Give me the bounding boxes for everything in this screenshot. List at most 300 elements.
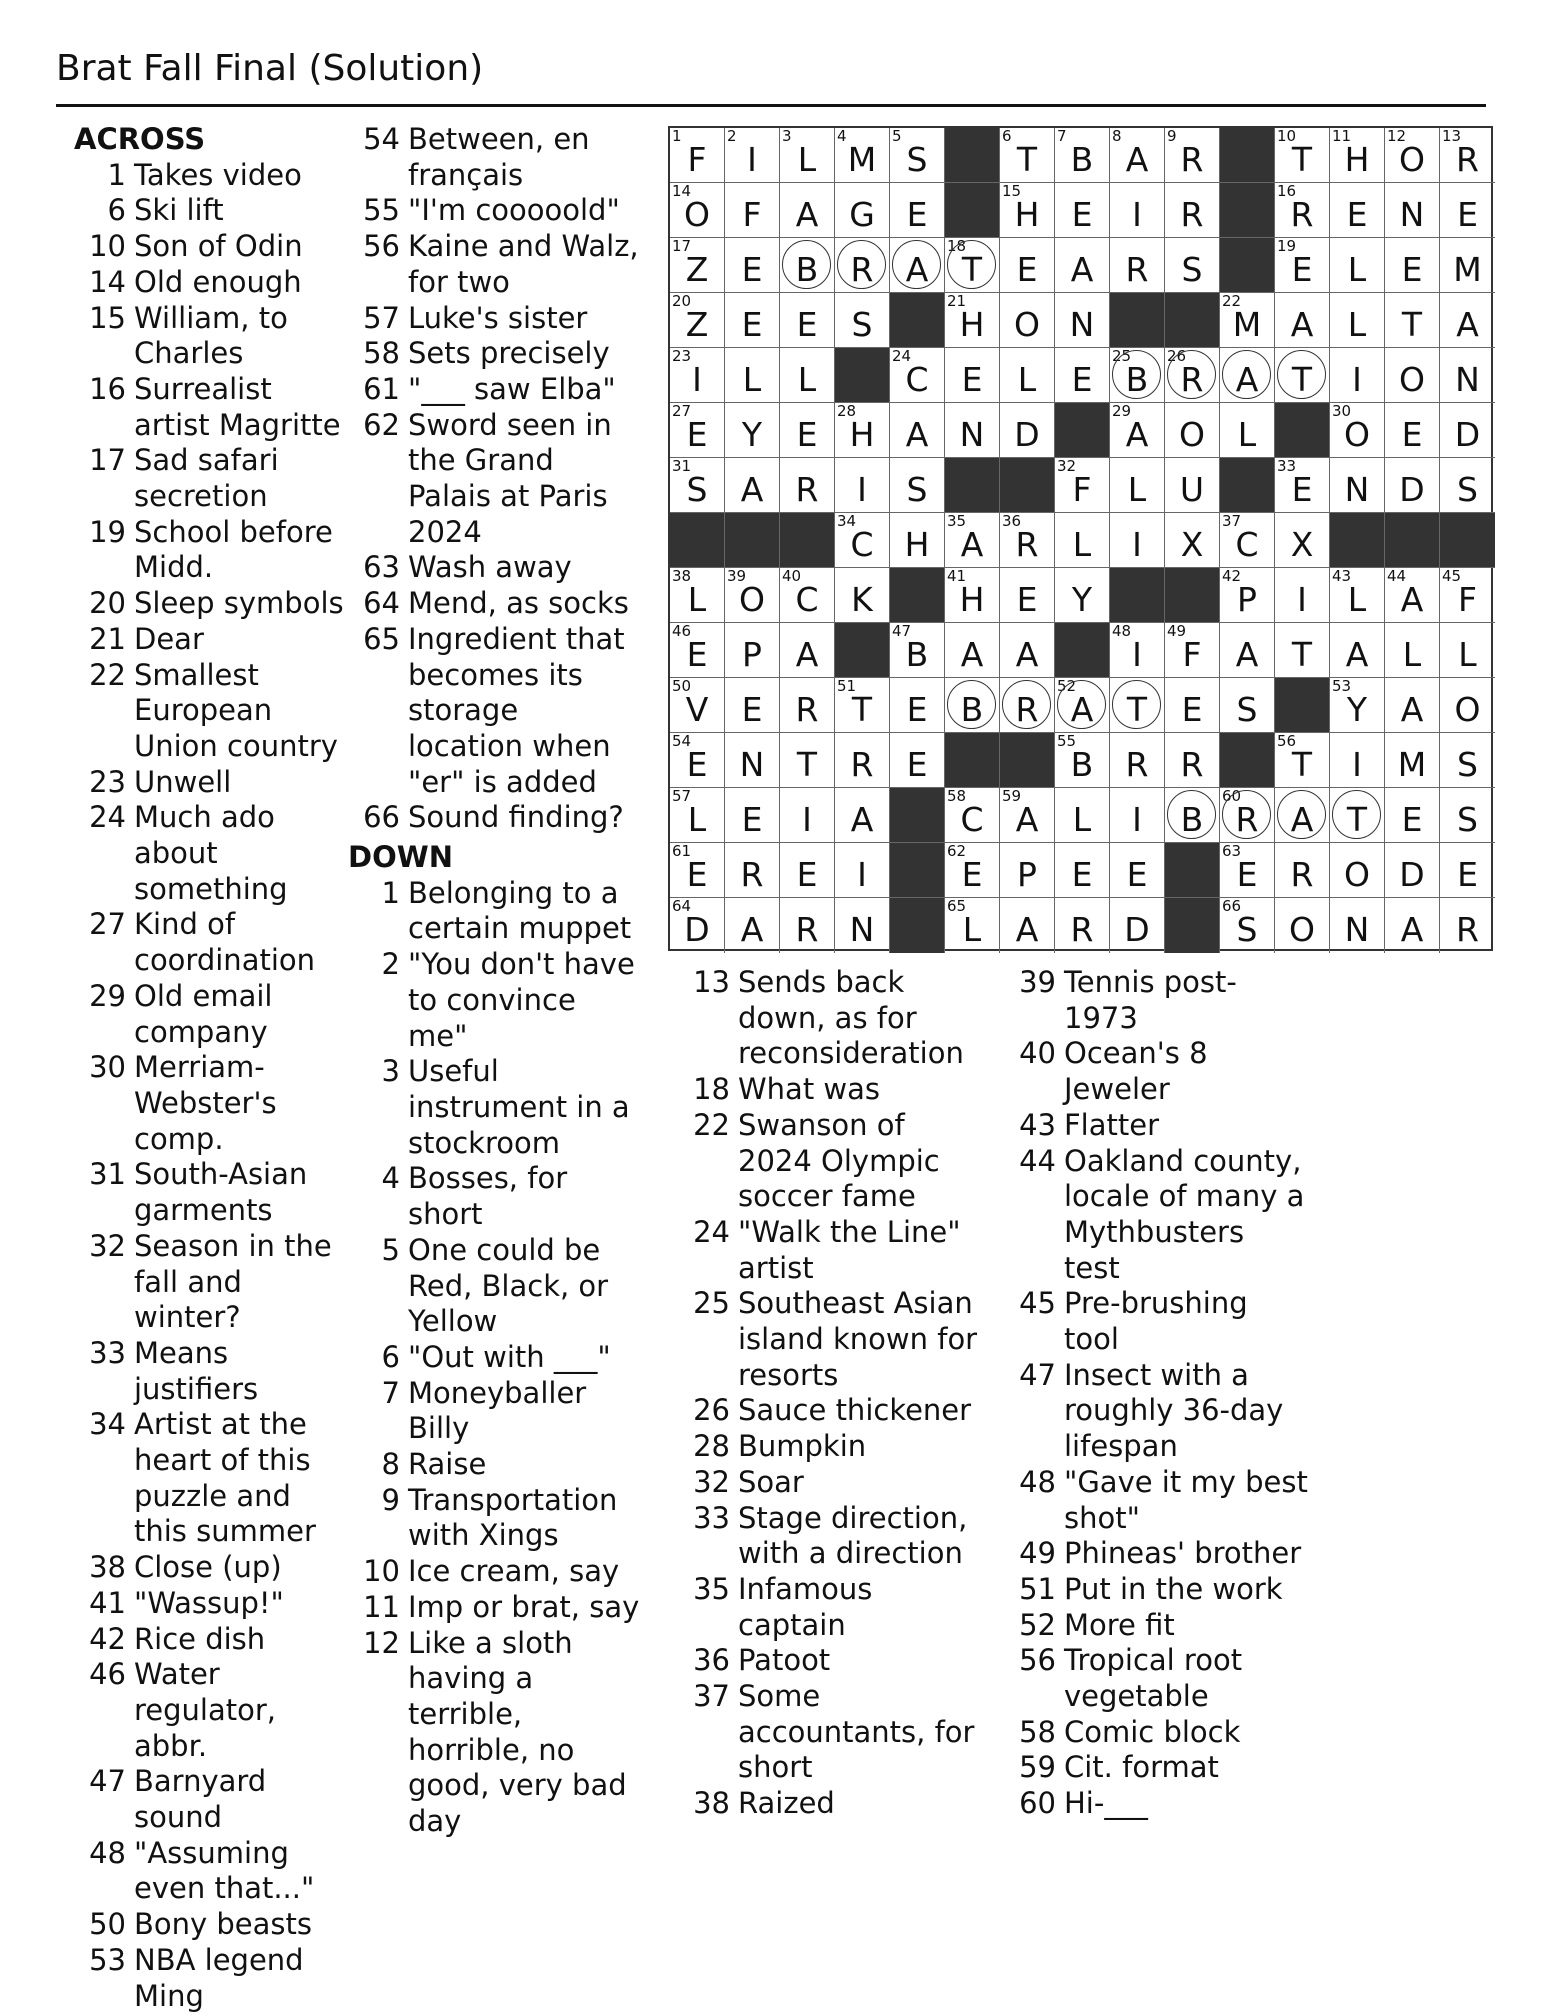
grid-cell <box>1165 623 1220 678</box>
cell-letter: A <box>1070 690 1094 729</box>
clue-number: 12 <box>363 1625 400 1660</box>
cell-letter: E <box>741 305 763 344</box>
cell-letter: Y <box>1346 690 1368 729</box>
clue-across-33 <box>56 1336 346 1407</box>
clue-number: 29 <box>89 978 126 1013</box>
grid-cell <box>945 623 1000 678</box>
cell-letter: N <box>1069 305 1095 344</box>
clue-number: 24 <box>89 800 126 835</box>
clue-down-56 <box>1008 1643 1308 1714</box>
grid-cell <box>1275 513 1330 568</box>
cell-letter: T <box>1291 745 1313 784</box>
grid-cell <box>835 568 890 623</box>
grid-cell <box>890 238 945 293</box>
cell-number: 44 <box>1387 567 1407 585</box>
cell-number: 7 <box>1057 127 1067 145</box>
clue-across-57 <box>330 301 640 337</box>
clue-text: Bony beasts <box>134 1907 313 1942</box>
grid-cell <box>1330 898 1385 953</box>
clue-number: 40 <box>1019 1036 1056 1071</box>
black-square <box>1165 898 1220 953</box>
clue-across-38 <box>56 1550 346 1586</box>
grid-cell <box>1000 843 1055 898</box>
black-square <box>890 843 945 898</box>
cell-number: 52 <box>1057 677 1077 695</box>
clue-number: 9 <box>381 1482 400 1517</box>
grid-cell <box>835 458 890 513</box>
grid-cell <box>1055 568 1110 623</box>
cell-letter: N <box>1344 470 1370 509</box>
grid-cell <box>1220 843 1275 898</box>
grid-cell <box>1165 513 1220 568</box>
clue-across-66 <box>330 800 640 836</box>
clue-down-8 <box>330 1447 640 1483</box>
grid-cell <box>945 348 1000 403</box>
cell-letter: B <box>1070 745 1094 784</box>
cell-number: 37 <box>1222 512 1242 530</box>
cell-letter: O <box>684 195 710 234</box>
cell-letter: L <box>1237 415 1257 454</box>
clue-number: 53 <box>89 1942 126 1977</box>
grid-cell <box>1165 183 1220 238</box>
cell-letter: L <box>1347 250 1367 289</box>
cell-letter: P <box>742 635 762 674</box>
clue-across-53 <box>56 1943 346 2014</box>
clue-text: Tennis post-1973 <box>1064 965 1237 1035</box>
clue-text: Moneyballer Billy <box>408 1375 587 1446</box>
cell-number: 40 <box>782 567 802 585</box>
cell-number: 48 <box>1112 622 1132 640</box>
clue-number: 26 <box>693 1393 730 1428</box>
black-square <box>1110 568 1165 623</box>
cell-letter: D <box>684 910 710 949</box>
grid-cell <box>1385 238 1440 293</box>
clue-across-24 <box>56 800 346 907</box>
clue-down-33 <box>682 1501 982 1572</box>
clue-down-32 <box>682 1465 982 1501</box>
clue-text: Infamous captain <box>738 1571 873 1642</box>
grid-cell <box>1330 128 1385 183</box>
grid-cell <box>1000 623 1055 678</box>
cell-number: 18 <box>947 237 967 255</box>
cell-number: 31 <box>672 457 692 475</box>
clue-number: 54 <box>363 122 400 156</box>
grid-cell <box>1385 898 1440 953</box>
grid-cell <box>1440 898 1495 953</box>
clue-text: What was <box>738 1072 881 1107</box>
crossword-grid <box>668 126 1493 951</box>
cell-letter: E <box>1401 250 1423 289</box>
cell-number: 2 <box>727 127 737 145</box>
clue-number: 60 <box>1019 1786 1056 1821</box>
clues-column-2 <box>330 122 640 1840</box>
clue-down-9 <box>330 1483 640 1554</box>
cell-letter: E <box>1126 855 1148 894</box>
grid-cell <box>1440 733 1495 788</box>
cell-letter: R <box>1180 195 1204 234</box>
cell-letter: A <box>1235 635 1259 674</box>
grid-cell <box>945 403 1000 458</box>
title-divider <box>56 104 1486 107</box>
grid-cell <box>835 293 890 348</box>
grid-cell <box>1275 128 1330 183</box>
cell-number: 46 <box>672 622 692 640</box>
clue-number: 46 <box>89 1657 126 1692</box>
grid-cell <box>1000 788 1055 843</box>
grid-cell <box>780 293 835 348</box>
grid-cell <box>835 898 890 953</box>
clue-number: 6 <box>381 1339 400 1374</box>
clue-text: Ski lift <box>134 193 224 228</box>
clue-number: 55 <box>363 193 400 228</box>
cell-letter: D <box>1014 415 1040 454</box>
grid-cell <box>670 623 725 678</box>
grid-cell <box>725 788 780 843</box>
clue-text: Ice cream, say <box>408 1554 620 1589</box>
clue-text: Insect with a roughly 36-day lifespan <box>1064 1357 1284 1464</box>
grid-cell <box>1055 678 1110 733</box>
cell-letter: Y <box>1071 580 1093 619</box>
cell-number: 12 <box>1387 127 1407 145</box>
clue-number: 57 <box>363 300 400 335</box>
grid-cell <box>780 458 835 513</box>
clue-down-60 <box>1008 1786 1308 1822</box>
grid-cell <box>835 513 890 568</box>
clue-number: 41 <box>89 1585 126 1620</box>
clue-number: 56 <box>1019 1643 1056 1678</box>
cell-letter: L <box>1017 360 1037 399</box>
clue-number: 58 <box>1019 1714 1056 1749</box>
cell-letter: R <box>1015 525 1039 564</box>
grid-cell <box>670 183 725 238</box>
clue-number: 10 <box>89 229 126 264</box>
clues-column-1 <box>56 122 346 2014</box>
black-square <box>890 293 945 348</box>
cell-letter: E <box>1457 195 1478 234</box>
cell-number: 19 <box>1277 237 1297 255</box>
clue-down-7 <box>330 1376 640 1447</box>
cell-letter: B <box>905 635 929 674</box>
cell-letter: C <box>905 360 929 399</box>
grid-cell <box>890 513 945 568</box>
grid-cell <box>890 183 945 238</box>
clue-across-17 <box>56 443 346 514</box>
grid-cell <box>780 733 835 788</box>
cell-letter: T <box>1291 140 1313 179</box>
cell-number: 64 <box>672 897 692 915</box>
clue-number: 45 <box>1019 1286 1056 1321</box>
grid-cell <box>670 403 725 458</box>
grid-cell <box>890 623 945 678</box>
black-square <box>890 898 945 953</box>
clue-down-43 <box>1008 1108 1308 1144</box>
black-square <box>1110 293 1165 348</box>
grid-cell <box>670 458 725 513</box>
grid-cell <box>780 788 835 843</box>
clue-number: 25 <box>693 1286 730 1321</box>
black-square <box>835 348 890 403</box>
clue-down-26 <box>682 1393 982 1429</box>
grid-cell <box>1385 733 1440 788</box>
cell-letter: E <box>796 305 818 344</box>
grid-cell <box>1275 458 1330 513</box>
cell-letter: O <box>1399 360 1425 399</box>
cell-letter: E <box>1401 800 1423 839</box>
clue-number: 63 <box>363 550 400 585</box>
black-square <box>1165 293 1220 348</box>
grid-cell <box>1330 788 1385 843</box>
grid-cell <box>1055 348 1110 403</box>
cell-letter: E <box>1071 195 1093 234</box>
clue-across-62 <box>330 408 640 551</box>
clue-number: 38 <box>693 1786 730 1821</box>
clue-number: 33 <box>693 1500 730 1535</box>
grid-cell <box>1440 293 1495 348</box>
cell-letter: R <box>795 690 819 729</box>
cell-letter: E <box>686 415 708 454</box>
cell-letter: M <box>847 140 877 179</box>
cell-letter: E <box>686 745 708 784</box>
clue-down-2 <box>330 947 640 1054</box>
black-square <box>1165 843 1220 898</box>
clue-number: 56 <box>363 229 400 264</box>
clue-text: Raized <box>738 1786 835 1821</box>
clue-number: 32 <box>693 1464 730 1499</box>
cell-number: 47 <box>892 622 912 640</box>
grid-cell <box>945 843 1000 898</box>
clue-number: 1 <box>107 157 126 192</box>
cell-letter: R <box>1235 800 1259 839</box>
cell-letter: I <box>1132 800 1142 839</box>
grid-cell <box>1165 788 1220 843</box>
clue-text: Son of Odin <box>134 229 303 264</box>
grid-cell <box>835 788 890 843</box>
grid-cell <box>1330 568 1385 623</box>
cell-letter: R <box>1290 195 1314 234</box>
clue-down-45 <box>1008 1286 1308 1357</box>
clue-across-16 <box>56 372 346 443</box>
clue-down-1 <box>330 876 640 947</box>
cell-number: 28 <box>837 402 857 420</box>
cell-letter: N <box>959 415 985 454</box>
black-square <box>1440 513 1495 568</box>
clue-text: Between, en français <box>408 122 590 192</box>
grid-cell <box>780 128 835 183</box>
grid-cell <box>1385 568 1440 623</box>
grid-cell <box>1055 843 1110 898</box>
grid-cell <box>1000 403 1055 458</box>
cell-letter: T <box>1016 140 1038 179</box>
cell-letter: P <box>1237 580 1257 619</box>
cell-letter: M <box>1453 250 1482 289</box>
black-square <box>890 788 945 843</box>
clue-text: Sad safari secretion <box>134 443 279 514</box>
clue-down-6 <box>330 1340 640 1376</box>
clue-across-15 <box>56 301 346 372</box>
cell-letter: N <box>849 910 875 949</box>
clue-text: Hi-___ <box>1064 1786 1148 1821</box>
clue-number: 51 <box>1019 1571 1056 1606</box>
clue-down-52 <box>1008 1608 1308 1644</box>
grid-cell <box>1110 348 1165 403</box>
grid-cell <box>670 733 725 788</box>
cell-letter: E <box>686 855 708 894</box>
grid-cell <box>1440 128 1495 183</box>
grid-cell <box>1165 128 1220 183</box>
cell-letter: A <box>740 910 764 949</box>
grid-cell <box>945 293 1000 348</box>
cell-letter: T <box>1291 360 1313 399</box>
cell-letter: K <box>851 580 873 619</box>
clue-number: 44 <box>1019 1143 1056 1178</box>
clue-number: 48 <box>1019 1464 1056 1499</box>
clue-text: Rice dish <box>134 1621 266 1656</box>
clue-text: Imp or brat, say <box>408 1589 640 1624</box>
cell-letter: L <box>1072 525 1092 564</box>
clue-text: Bumpkin <box>738 1429 867 1464</box>
clue-text: Phineas' brother <box>1064 1536 1302 1571</box>
cell-letter: E <box>741 250 763 289</box>
cell-letter: D <box>1454 415 1481 454</box>
clue-text: Swanson of 2024 Olympic soccer fame <box>738 1107 940 1214</box>
cell-letter: A <box>1015 635 1039 674</box>
cell-letter: R <box>850 745 874 784</box>
cell-letter: C <box>795 580 819 619</box>
cell-letter: F <box>1458 580 1477 619</box>
clue-text: Sound finding? <box>408 800 624 835</box>
clue-across-41 <box>56 1586 346 1622</box>
clue-down-13 <box>682 965 982 1072</box>
clue-down-47 <box>1008 1358 1308 1465</box>
clue-text: Sauce thickener <box>738 1393 972 1428</box>
black-square <box>1220 183 1275 238</box>
cell-letter: R <box>1456 140 1479 179</box>
cell-letter: I <box>1132 635 1142 674</box>
grid-cell <box>1110 458 1165 513</box>
cell-letter: E <box>741 800 763 839</box>
cell-letter: R <box>850 250 874 289</box>
clue-down-22 <box>682 1108 982 1215</box>
cell-letter: E <box>1401 415 1423 454</box>
cell-letter: B <box>795 250 819 289</box>
cell-letter: H <box>1344 140 1370 179</box>
grid-cell <box>725 843 780 898</box>
grid-cell <box>725 238 780 293</box>
grid-cell <box>1275 183 1330 238</box>
cell-letter: E <box>1236 855 1258 894</box>
cell-letter: I <box>1132 195 1142 234</box>
clue-text: "___ saw Elba" <box>408 371 616 406</box>
grid-cell <box>1440 788 1495 843</box>
cell-number: 55 <box>1057 732 1077 750</box>
cell-letter: O <box>1179 415 1205 454</box>
grid-cell <box>1440 843 1495 898</box>
black-square <box>1220 458 1275 513</box>
cell-letter: E <box>1291 250 1313 289</box>
cell-letter: L <box>1127 470 1147 509</box>
cell-letter: H <box>959 305 985 344</box>
clue-down-58 <box>1008 1715 1308 1751</box>
cell-letter: I <box>1297 580 1307 619</box>
clue-across-63 <box>330 550 640 586</box>
clue-text: Sword seen in the Grand Palais at Paris 2024 <box>408 407 612 549</box>
grid-cell <box>1385 678 1440 733</box>
clue-number: 19 <box>89 514 126 549</box>
clue-text: Ingredient that becomes its storage location when "er" is added <box>408 621 625 799</box>
black-square <box>725 513 780 568</box>
cell-letter: S <box>1236 690 1258 729</box>
grid-cell <box>780 348 835 403</box>
clue-across-14 <box>56 265 346 301</box>
clue-down-48 <box>1008 1465 1308 1536</box>
grid-cell <box>670 128 725 183</box>
grid-cell <box>1000 568 1055 623</box>
cell-number: 8 <box>1112 127 1122 145</box>
cell-letter: R <box>1125 250 1149 289</box>
cell-letter: A <box>1125 415 1149 454</box>
cell-number: 38 <box>672 567 692 585</box>
clue-number: 32 <box>89 1228 126 1263</box>
cell-number: 27 <box>672 402 692 420</box>
clue-number: 5 <box>381 1232 400 1267</box>
black-square <box>1275 403 1330 458</box>
cell-number: 25 <box>1112 347 1132 365</box>
clue-down-49 <box>1008 1536 1308 1572</box>
cell-number: 57 <box>672 787 692 805</box>
grid-cell <box>1275 568 1330 623</box>
clue-across-27 <box>56 907 346 978</box>
black-square <box>1220 733 1275 788</box>
cell-number: 58 <box>947 787 967 805</box>
cell-letter: E <box>1016 250 1038 289</box>
clue-number: 43 <box>1019 1107 1056 1142</box>
black-square <box>670 513 725 568</box>
grid-cell <box>1275 293 1330 348</box>
clue-number: 50 <box>89 1907 126 1942</box>
cell-number: 41 <box>947 567 967 585</box>
cell-number: 60 <box>1222 787 1242 805</box>
clue-down-12 <box>330 1626 640 1840</box>
cell-letter: L <box>742 360 762 399</box>
grid-cell <box>780 568 835 623</box>
cell-letter: O <box>1344 415 1370 454</box>
cell-letter: M <box>1397 745 1427 784</box>
black-square <box>780 513 835 568</box>
clue-text: Raise <box>408 1447 487 1482</box>
cell-number: 11 <box>1332 127 1352 145</box>
cell-letter: E <box>1071 360 1093 399</box>
clue-number: 23 <box>89 764 126 799</box>
grid-cell <box>1165 458 1220 513</box>
grid-cell <box>835 128 890 183</box>
clue-down-37 <box>682 1679 982 1786</box>
cell-letter: I <box>802 800 812 839</box>
clues-column-4 <box>1008 965 1308 1822</box>
grid-cell <box>1110 733 1165 788</box>
grid-cell <box>725 623 780 678</box>
grid-cell <box>780 843 835 898</box>
cell-letter: H <box>1014 195 1040 234</box>
cell-letter: S <box>1181 250 1203 289</box>
grid-cell <box>670 788 725 843</box>
cell-letter: E <box>961 360 983 399</box>
grid-cell <box>725 348 780 403</box>
cell-letter: E <box>1291 470 1313 509</box>
grid-cell <box>780 623 835 678</box>
cell-letter: E <box>906 745 928 784</box>
grid-cell <box>1385 183 1440 238</box>
grid-cell <box>1000 348 1055 403</box>
